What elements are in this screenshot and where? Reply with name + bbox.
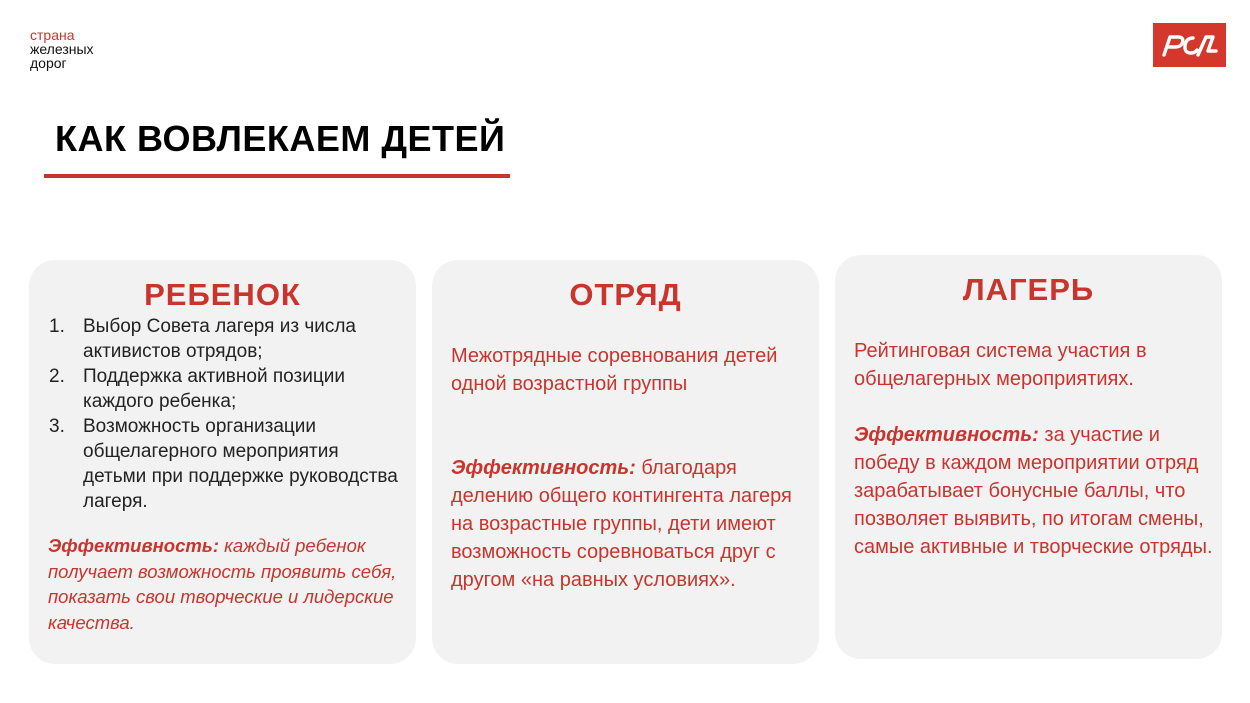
card-child <box>29 260 416 664</box>
effectiveness-body: благодаря делению общего контингента лагеря на возрастные группы, дети имеют возможность соревноваться друг с другом «на равных условиях». <box>451 457 792 591</box>
list-item-number: 2. <box>49 366 65 387</box>
effectiveness-text <box>854 421 1214 561</box>
brand-line-2: железных <box>30 41 94 57</box>
effectiveness-body: каждый ребенок получает возможность проявить себя, показать свои творческие и лидерские качества. <box>48 535 397 633</box>
rzd-logo-icon <box>1153 23 1226 67</box>
card-squad <box>432 260 819 664</box>
card-title: ЛАГЕРЬ <box>962 272 1095 307</box>
effectiveness-text <box>451 454 811 594</box>
list-item <box>47 364 407 414</box>
list-item-text: Поддержка активной позиции каждого ребенка; <box>83 366 345 412</box>
card-camp <box>835 255 1222 659</box>
effectiveness-body: за участие и победу в каждом мероприятии отряд зарабатывает бонусные баллы, что позволяет выявить, по итогам смены, самые активные и творческие отряды. <box>854 424 1213 558</box>
brand-wordmark <box>30 28 94 70</box>
rzd-logo-glyph <box>1160 31 1220 59</box>
list-item <box>47 314 407 364</box>
card-title: РЕБЕНОК <box>144 277 301 312</box>
list-item-text: Выбор Совета лагеря из числа активистов отрядов; <box>83 316 356 362</box>
list-item <box>47 414 407 514</box>
effectiveness-label: Эффективность: <box>48 535 219 556</box>
title-underline <box>44 174 510 178</box>
list-item-number: 1. <box>49 316 65 337</box>
effectiveness-label: Эффективность: <box>854 424 1039 446</box>
brand-line-1: страна <box>30 27 75 43</box>
card-description: Межотрядные соревнования детей одной возрастной группы <box>451 345 778 395</box>
list-item-number: 3. <box>49 416 65 437</box>
effectiveness-label: Эффективность: <box>451 457 636 479</box>
page-title: КАК ВОВЛЕКАЕМ ДЕТЕЙ <box>55 118 506 159</box>
card-title: ОТРЯД <box>569 277 682 312</box>
effectiveness-text <box>48 533 408 635</box>
numbered-list <box>47 314 407 514</box>
card-description: Рейтинговая система участия в общелагерных мероприятиях. <box>854 340 1147 390</box>
brand-line-3: дорог <box>30 55 67 71</box>
list-item-text: Возможность организации общелагерного мероприятия детьми при поддержке руководства лагеря. <box>83 416 398 512</box>
